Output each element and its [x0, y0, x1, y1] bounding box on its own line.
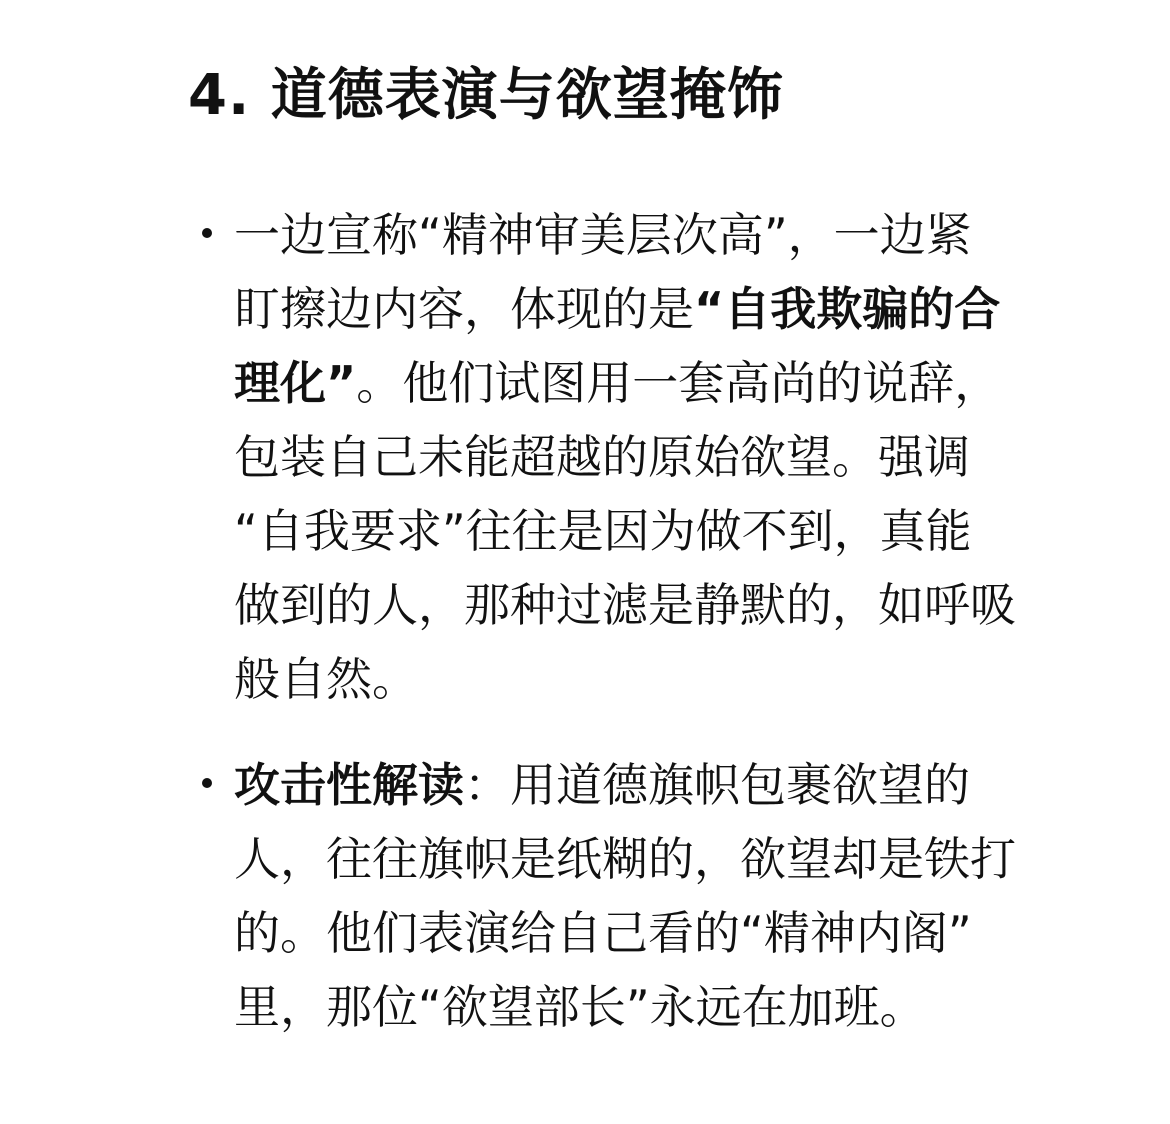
text-run: 一边宣称“精神审美层次高”，一边紧 — [234, 208, 972, 262]
text-line — [234, 272, 1016, 346]
emphasis-text: “自我欺骗的合 — [694, 282, 1001, 336]
text-line — [234, 748, 1016, 822]
text-run: 里，那位“欲望部长”永远在加班。 — [234, 980, 926, 1034]
bullet-text — [234, 198, 1016, 716]
emphasis-text: 攻击性解读 — [234, 758, 464, 812]
text-line — [234, 198, 1016, 272]
text-line — [234, 568, 1016, 642]
emphasis-text: 理化” — [234, 356, 357, 410]
text-run: 做到的人，那种过滤是静默的，如呼吸 — [234, 578, 1016, 632]
text-line — [234, 420, 1016, 494]
text-run: “自我要求”往往是因为做不到，真能 — [234, 504, 972, 558]
text-run: 人，往往旗帜是纸糊的，欲望却是铁打 — [234, 832, 1016, 886]
text-line — [234, 642, 1016, 716]
text-line — [234, 970, 1016, 1044]
bullet-dot — [202, 778, 212, 788]
section-title: 4. 道德表演与欲望掩饰 — [188, 63, 784, 128]
bullet-dot — [202, 228, 212, 238]
text-run: 般自然。 — [234, 652, 418, 706]
text-line — [234, 346, 1016, 420]
text-run: ：用道德旗帜包裹欲望的 — [464, 758, 970, 812]
text-run: 的。他们表演给自己看的“精神内阁” — [234, 906, 972, 960]
text-run: 包装自己未能超越的原始欲望。强调 — [234, 430, 970, 484]
text-line — [234, 896, 1016, 970]
bullet-text — [234, 748, 1016, 1044]
text-line — [234, 494, 1016, 568]
text-run: 盯擦边内容，体现的是 — [234, 282, 694, 336]
text-run: 。他们试图用一套高尚的说辞， — [356, 356, 1001, 410]
text-line — [234, 822, 1016, 896]
